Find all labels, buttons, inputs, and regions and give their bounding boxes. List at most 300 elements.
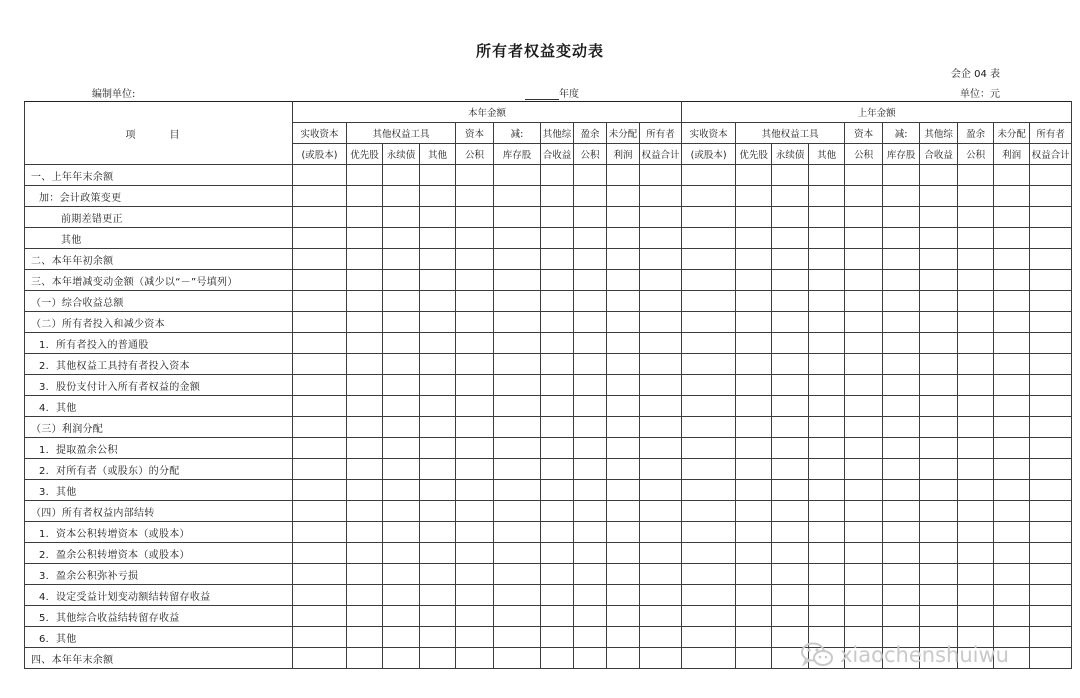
amount-cell[interactable] xyxy=(958,207,994,228)
amount-cell[interactable] xyxy=(920,438,958,459)
amount-cell[interactable] xyxy=(293,291,347,312)
amount-cell[interactable] xyxy=(994,438,1030,459)
amount-cell[interactable] xyxy=(293,543,347,564)
amount-cell[interactable] xyxy=(420,270,456,291)
amount-cell[interactable] xyxy=(574,165,607,186)
amount-cell[interactable] xyxy=(456,459,494,480)
amount-cell[interactable] xyxy=(1030,585,1072,606)
amount-cell[interactable] xyxy=(958,249,994,270)
amount-cell[interactable] xyxy=(541,312,574,333)
amount-cell[interactable] xyxy=(640,396,682,417)
amount-cell[interactable] xyxy=(682,375,736,396)
amount-cell[interactable] xyxy=(420,522,456,543)
amount-cell[interactable] xyxy=(845,417,883,438)
amount-cell[interactable] xyxy=(809,375,845,396)
amount-cell[interactable] xyxy=(845,585,883,606)
amount-cell[interactable] xyxy=(607,543,640,564)
amount-cell[interactable] xyxy=(736,438,772,459)
amount-cell[interactable] xyxy=(809,270,845,291)
amount-cell[interactable] xyxy=(574,249,607,270)
amount-cell[interactable] xyxy=(607,648,640,669)
amount-cell[interactable] xyxy=(456,312,494,333)
amount-cell[interactable] xyxy=(640,228,682,249)
amount-cell[interactable] xyxy=(383,354,420,375)
amount-cell[interactable] xyxy=(809,333,845,354)
amount-cell[interactable] xyxy=(736,207,772,228)
amount-cell[interactable] xyxy=(883,417,920,438)
amount-cell[interactable] xyxy=(574,459,607,480)
amount-cell[interactable] xyxy=(920,585,958,606)
amount-cell[interactable] xyxy=(456,228,494,249)
amount-cell[interactable] xyxy=(541,165,574,186)
amount-cell[interactable] xyxy=(1030,228,1072,249)
amount-cell[interactable] xyxy=(682,312,736,333)
amount-cell[interactable] xyxy=(420,354,456,375)
amount-cell[interactable] xyxy=(640,312,682,333)
amount-cell[interactable] xyxy=(456,585,494,606)
amount-cell[interactable] xyxy=(682,585,736,606)
amount-cell[interactable] xyxy=(845,375,883,396)
amount-cell[interactable] xyxy=(347,501,383,522)
amount-cell[interactable] xyxy=(682,522,736,543)
amount-cell[interactable] xyxy=(574,480,607,501)
amount-cell[interactable] xyxy=(883,543,920,564)
amount-cell[interactable] xyxy=(607,333,640,354)
amount-cell[interactable] xyxy=(958,165,994,186)
amount-cell[interactable] xyxy=(640,375,682,396)
amount-cell[interactable] xyxy=(845,165,883,186)
amount-cell[interactable] xyxy=(994,564,1030,585)
amount-cell[interactable] xyxy=(541,375,574,396)
amount-cell[interactable] xyxy=(574,564,607,585)
amount-cell[interactable] xyxy=(541,606,574,627)
amount-cell[interactable] xyxy=(772,417,809,438)
amount-cell[interactable] xyxy=(293,480,347,501)
amount-cell[interactable] xyxy=(1030,291,1072,312)
amount-cell[interactable] xyxy=(958,291,994,312)
amount-cell[interactable] xyxy=(293,186,347,207)
amount-cell[interactable] xyxy=(607,291,640,312)
amount-cell[interactable] xyxy=(456,207,494,228)
amount-cell[interactable] xyxy=(383,312,420,333)
amount-cell[interactable] xyxy=(1030,396,1072,417)
amount-cell[interactable] xyxy=(682,354,736,375)
amount-cell[interactable] xyxy=(607,522,640,543)
amount-cell[interactable] xyxy=(541,354,574,375)
amount-cell[interactable] xyxy=(541,459,574,480)
amount-cell[interactable] xyxy=(1030,417,1072,438)
amount-cell[interactable] xyxy=(883,207,920,228)
amount-cell[interactable] xyxy=(383,270,420,291)
amount-cell[interactable] xyxy=(883,459,920,480)
amount-cell[interactable] xyxy=(607,585,640,606)
amount-cell[interactable] xyxy=(809,606,845,627)
amount-cell[interactable] xyxy=(456,186,494,207)
amount-cell[interactable] xyxy=(682,186,736,207)
amount-cell[interactable] xyxy=(845,207,883,228)
amount-cell[interactable] xyxy=(574,522,607,543)
amount-cell[interactable] xyxy=(682,564,736,585)
amount-cell[interactable] xyxy=(607,627,640,648)
amount-cell[interactable] xyxy=(347,480,383,501)
amount-cell[interactable] xyxy=(640,480,682,501)
amount-cell[interactable] xyxy=(682,627,736,648)
amount-cell[interactable] xyxy=(640,186,682,207)
amount-cell[interactable] xyxy=(640,564,682,585)
amount-cell[interactable] xyxy=(772,228,809,249)
amount-cell[interactable] xyxy=(994,417,1030,438)
amount-cell[interactable] xyxy=(420,165,456,186)
amount-cell[interactable] xyxy=(845,228,883,249)
amount-cell[interactable] xyxy=(920,522,958,543)
amount-cell[interactable] xyxy=(383,480,420,501)
amount-cell[interactable] xyxy=(883,291,920,312)
amount-cell[interactable] xyxy=(809,165,845,186)
amount-cell[interactable] xyxy=(1030,627,1072,648)
amount-cell[interactable] xyxy=(456,396,494,417)
amount-cell[interactable] xyxy=(420,333,456,354)
amount-cell[interactable] xyxy=(541,186,574,207)
amount-cell[interactable] xyxy=(958,186,994,207)
amount-cell[interactable] xyxy=(456,291,494,312)
amount-cell[interactable] xyxy=(958,564,994,585)
amount-cell[interactable] xyxy=(682,291,736,312)
amount-cell[interactable] xyxy=(845,438,883,459)
amount-cell[interactable] xyxy=(383,417,420,438)
amount-cell[interactable] xyxy=(994,333,1030,354)
amount-cell[interactable] xyxy=(682,438,736,459)
amount-cell[interactable] xyxy=(293,606,347,627)
amount-cell[interactable] xyxy=(574,438,607,459)
amount-cell[interactable] xyxy=(293,438,347,459)
amount-cell[interactable] xyxy=(994,207,1030,228)
amount-cell[interactable] xyxy=(494,501,541,522)
amount-cell[interactable] xyxy=(347,396,383,417)
amount-cell[interactable] xyxy=(845,522,883,543)
amount-cell[interactable] xyxy=(682,270,736,291)
amount-cell[interactable] xyxy=(456,501,494,522)
amount-cell[interactable] xyxy=(347,459,383,480)
amount-cell[interactable] xyxy=(347,312,383,333)
amount-cell[interactable] xyxy=(383,291,420,312)
amount-cell[interactable] xyxy=(494,585,541,606)
amount-cell[interactable] xyxy=(574,333,607,354)
amount-cell[interactable] xyxy=(809,312,845,333)
amount-cell[interactable] xyxy=(347,270,383,291)
amount-cell[interactable] xyxy=(456,375,494,396)
amount-cell[interactable] xyxy=(420,186,456,207)
amount-cell[interactable] xyxy=(494,480,541,501)
amount-cell[interactable] xyxy=(456,354,494,375)
amount-cell[interactable] xyxy=(347,165,383,186)
amount-cell[interactable] xyxy=(772,501,809,522)
amount-cell[interactable] xyxy=(456,333,494,354)
amount-cell[interactable] xyxy=(607,186,640,207)
amount-cell[interactable] xyxy=(541,249,574,270)
amount-cell[interactable] xyxy=(293,249,347,270)
amount-cell[interactable] xyxy=(456,417,494,438)
amount-cell[interactable] xyxy=(920,312,958,333)
amount-cell[interactable] xyxy=(293,207,347,228)
amount-cell[interactable] xyxy=(347,417,383,438)
amount-cell[interactable] xyxy=(607,312,640,333)
amount-cell[interactable] xyxy=(994,249,1030,270)
amount-cell[interactable] xyxy=(845,543,883,564)
amount-cell[interactable] xyxy=(383,501,420,522)
amount-cell[interactable] xyxy=(293,627,347,648)
amount-cell[interactable] xyxy=(958,375,994,396)
amount-cell[interactable] xyxy=(682,459,736,480)
amount-cell[interactable] xyxy=(682,396,736,417)
amount-cell[interactable] xyxy=(640,249,682,270)
amount-cell[interactable] xyxy=(494,417,541,438)
amount-cell[interactable] xyxy=(383,165,420,186)
amount-cell[interactable] xyxy=(640,606,682,627)
amount-cell[interactable] xyxy=(347,648,383,669)
amount-cell[interactable] xyxy=(420,459,456,480)
amount-cell[interactable] xyxy=(772,312,809,333)
amount-cell[interactable] xyxy=(640,165,682,186)
amount-cell[interactable] xyxy=(958,270,994,291)
amount-cell[interactable] xyxy=(1030,459,1072,480)
amount-cell[interactable] xyxy=(772,522,809,543)
amount-cell[interactable] xyxy=(958,396,994,417)
amount-cell[interactable] xyxy=(1030,186,1072,207)
amount-cell[interactable] xyxy=(574,270,607,291)
amount-cell[interactable] xyxy=(574,396,607,417)
amount-cell[interactable] xyxy=(640,291,682,312)
amount-cell[interactable] xyxy=(574,417,607,438)
amount-cell[interactable] xyxy=(736,564,772,585)
amount-cell[interactable] xyxy=(494,354,541,375)
amount-cell[interactable] xyxy=(456,165,494,186)
amount-cell[interactable] xyxy=(494,312,541,333)
amount-cell[interactable] xyxy=(607,459,640,480)
amount-cell[interactable] xyxy=(809,249,845,270)
amount-cell[interactable] xyxy=(383,186,420,207)
amount-cell[interactable] xyxy=(958,459,994,480)
amount-cell[interactable] xyxy=(574,312,607,333)
amount-cell[interactable] xyxy=(456,522,494,543)
amount-cell[interactable] xyxy=(607,249,640,270)
amount-cell[interactable] xyxy=(845,291,883,312)
amount-cell[interactable] xyxy=(682,165,736,186)
amount-cell[interactable] xyxy=(920,564,958,585)
amount-cell[interactable] xyxy=(1030,522,1072,543)
amount-cell[interactable] xyxy=(494,648,541,669)
amount-cell[interactable] xyxy=(640,501,682,522)
amount-cell[interactable] xyxy=(883,438,920,459)
amount-cell[interactable] xyxy=(736,606,772,627)
amount-cell[interactable] xyxy=(347,249,383,270)
amount-cell[interactable] xyxy=(541,648,574,669)
amount-cell[interactable] xyxy=(640,438,682,459)
amount-cell[interactable] xyxy=(883,186,920,207)
amount-cell[interactable] xyxy=(772,438,809,459)
amount-cell[interactable] xyxy=(958,228,994,249)
amount-cell[interactable] xyxy=(845,564,883,585)
amount-cell[interactable] xyxy=(736,648,772,669)
amount-cell[interactable] xyxy=(994,543,1030,564)
amount-cell[interactable] xyxy=(845,396,883,417)
amount-cell[interactable] xyxy=(420,606,456,627)
amount-cell[interactable] xyxy=(772,480,809,501)
amount-cell[interactable] xyxy=(347,564,383,585)
amount-cell[interactable] xyxy=(640,543,682,564)
amount-cell[interactable] xyxy=(920,249,958,270)
amount-cell[interactable] xyxy=(809,459,845,480)
amount-cell[interactable] xyxy=(383,648,420,669)
amount-cell[interactable] xyxy=(772,249,809,270)
amount-cell[interactable] xyxy=(574,585,607,606)
amount-cell[interactable] xyxy=(772,543,809,564)
amount-cell[interactable] xyxy=(293,564,347,585)
amount-cell[interactable] xyxy=(293,333,347,354)
amount-cell[interactable] xyxy=(682,648,736,669)
amount-cell[interactable] xyxy=(845,270,883,291)
amount-cell[interactable] xyxy=(772,165,809,186)
amount-cell[interactable] xyxy=(541,585,574,606)
amount-cell[interactable] xyxy=(574,228,607,249)
amount-cell[interactable] xyxy=(383,522,420,543)
amount-cell[interactable] xyxy=(845,312,883,333)
amount-cell[interactable] xyxy=(420,228,456,249)
amount-cell[interactable] xyxy=(736,459,772,480)
amount-cell[interactable] xyxy=(574,648,607,669)
amount-cell[interactable] xyxy=(494,291,541,312)
amount-cell[interactable] xyxy=(456,627,494,648)
amount-cell[interactable] xyxy=(920,606,958,627)
amount-cell[interactable] xyxy=(920,207,958,228)
amount-cell[interactable] xyxy=(347,585,383,606)
amount-cell[interactable] xyxy=(920,354,958,375)
amount-cell[interactable] xyxy=(383,207,420,228)
amount-cell[interactable] xyxy=(574,543,607,564)
amount-cell[interactable] xyxy=(347,627,383,648)
amount-cell[interactable] xyxy=(883,270,920,291)
amount-cell[interactable] xyxy=(574,354,607,375)
amount-cell[interactable] xyxy=(1030,207,1072,228)
amount-cell[interactable] xyxy=(772,459,809,480)
amount-cell[interactable] xyxy=(920,417,958,438)
amount-cell[interactable] xyxy=(772,270,809,291)
amount-cell[interactable] xyxy=(1030,354,1072,375)
amount-cell[interactable] xyxy=(682,249,736,270)
amount-cell[interactable] xyxy=(494,375,541,396)
amount-cell[interactable] xyxy=(1030,438,1072,459)
amount-cell[interactable] xyxy=(772,333,809,354)
amount-cell[interactable] xyxy=(420,396,456,417)
amount-cell[interactable] xyxy=(682,606,736,627)
amount-cell[interactable] xyxy=(494,606,541,627)
amount-cell[interactable] xyxy=(1030,480,1072,501)
amount-cell[interactable] xyxy=(420,480,456,501)
amount-cell[interactable] xyxy=(541,228,574,249)
amount-cell[interactable] xyxy=(383,585,420,606)
amount-cell[interactable] xyxy=(456,564,494,585)
amount-cell[interactable] xyxy=(574,627,607,648)
amount-cell[interactable] xyxy=(809,543,845,564)
amount-cell[interactable] xyxy=(383,543,420,564)
amount-cell[interactable] xyxy=(347,606,383,627)
amount-cell[interactable] xyxy=(772,186,809,207)
amount-cell[interactable] xyxy=(541,501,574,522)
amount-cell[interactable] xyxy=(772,375,809,396)
amount-cell[interactable] xyxy=(420,249,456,270)
amount-cell[interactable] xyxy=(845,354,883,375)
amount-cell[interactable] xyxy=(607,480,640,501)
amount-cell[interactable] xyxy=(845,333,883,354)
amount-cell[interactable] xyxy=(994,165,1030,186)
amount-cell[interactable] xyxy=(293,459,347,480)
amount-cell[interactable] xyxy=(809,354,845,375)
amount-cell[interactable] xyxy=(640,354,682,375)
amount-cell[interactable] xyxy=(736,165,772,186)
amount-cell[interactable] xyxy=(920,270,958,291)
amount-cell[interactable] xyxy=(1030,543,1072,564)
amount-cell[interactable] xyxy=(494,522,541,543)
amount-cell[interactable] xyxy=(736,396,772,417)
amount-cell[interactable] xyxy=(494,186,541,207)
amount-cell[interactable] xyxy=(994,585,1030,606)
amount-cell[interactable] xyxy=(958,354,994,375)
amount-cell[interactable] xyxy=(845,606,883,627)
amount-cell[interactable] xyxy=(772,606,809,627)
amount-cell[interactable] xyxy=(920,228,958,249)
amount-cell[interactable] xyxy=(1030,501,1072,522)
amount-cell[interactable] xyxy=(1030,648,1072,669)
amount-cell[interactable] xyxy=(682,543,736,564)
amount-cell[interactable] xyxy=(958,480,994,501)
amount-cell[interactable] xyxy=(883,228,920,249)
amount-cell[interactable] xyxy=(347,207,383,228)
amount-cell[interactable] xyxy=(574,375,607,396)
amount-cell[interactable] xyxy=(541,333,574,354)
amount-cell[interactable] xyxy=(541,291,574,312)
amount-cell[interactable] xyxy=(420,564,456,585)
amount-cell[interactable] xyxy=(541,270,574,291)
amount-cell[interactable] xyxy=(809,585,845,606)
amount-cell[interactable] xyxy=(293,312,347,333)
amount-cell[interactable] xyxy=(883,585,920,606)
amount-cell[interactable] xyxy=(1030,606,1072,627)
amount-cell[interactable] xyxy=(293,396,347,417)
amount-cell[interactable] xyxy=(920,396,958,417)
amount-cell[interactable] xyxy=(293,354,347,375)
amount-cell[interactable] xyxy=(994,459,1030,480)
amount-cell[interactable] xyxy=(1030,312,1072,333)
amount-cell[interactable] xyxy=(541,396,574,417)
amount-cell[interactable] xyxy=(640,207,682,228)
amount-cell[interactable] xyxy=(494,564,541,585)
amount-cell[interactable] xyxy=(809,228,845,249)
amount-cell[interactable] xyxy=(494,543,541,564)
amount-cell[interactable] xyxy=(736,333,772,354)
amount-cell[interactable] xyxy=(640,585,682,606)
amount-cell[interactable] xyxy=(347,291,383,312)
amount-cell[interactable] xyxy=(574,186,607,207)
amount-cell[interactable] xyxy=(420,291,456,312)
amount-cell[interactable] xyxy=(883,249,920,270)
amount-cell[interactable] xyxy=(383,396,420,417)
amount-cell[interactable] xyxy=(845,249,883,270)
amount-cell[interactable] xyxy=(420,438,456,459)
amount-cell[interactable] xyxy=(640,417,682,438)
amount-cell[interactable] xyxy=(883,312,920,333)
amount-cell[interactable] xyxy=(958,585,994,606)
amount-cell[interactable] xyxy=(1030,333,1072,354)
amount-cell[interactable] xyxy=(607,417,640,438)
